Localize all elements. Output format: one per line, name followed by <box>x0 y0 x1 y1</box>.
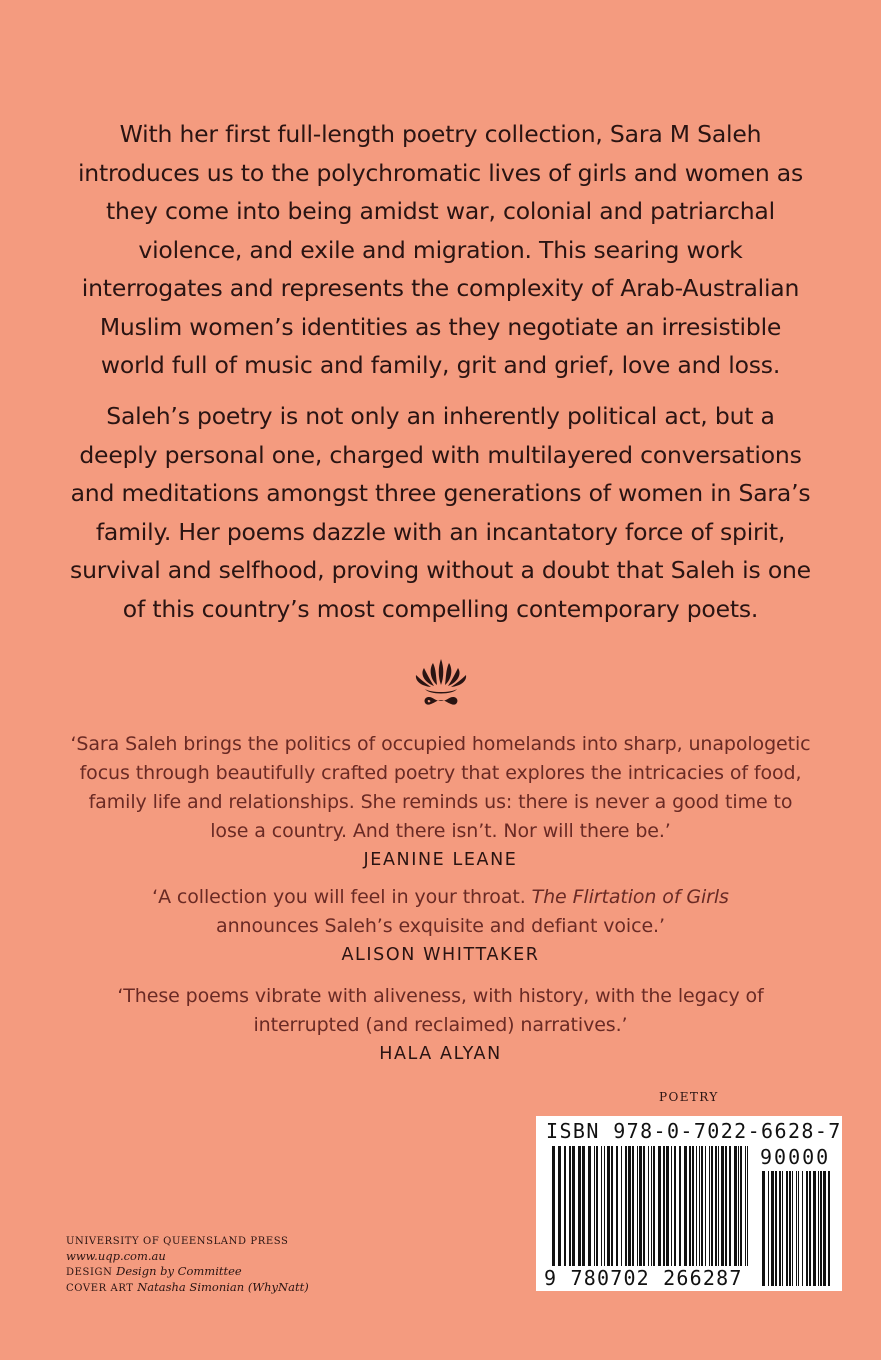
barcode-bar <box>696 1146 697 1286</box>
barcode-bar <box>796 1171 797 1286</box>
addon-barcode-bars <box>762 1171 834 1286</box>
barcode-bar <box>569 1146 571 1286</box>
quote-text: ‘Sara Saleh brings the politics of occupied homelands into sharp, unapologetic focus through beautifully crafted poetry that explores the intricacies of food, family life and relationships. She reminds us: there is never a good time to lose a country. And there isn’t. Nor will there be.’ <box>70 733 811 842</box>
barcode-bar <box>558 1146 561 1286</box>
barcode-bar <box>699 1146 700 1286</box>
barcode-bar <box>637 1146 638 1286</box>
quote-text: ‘These poems vibrate with aliveness, with history, with the legacy of interrupted (and reclaimed) narratives.’ <box>117 985 764 1036</box>
barcode-bar <box>594 1146 595 1286</box>
barcode-bar <box>628 1146 631 1286</box>
barcode-bar <box>604 1146 605 1286</box>
review-quote-1 <box>70 730 811 875</box>
barcode-bar <box>666 1146 669 1286</box>
barcode-bar <box>651 1146 652 1286</box>
cover-art-credit: Natasha Simonian (WhyNatt) <box>137 1279 309 1294</box>
barcode-bar <box>789 1171 791 1286</box>
barcode-block <box>536 1116 842 1291</box>
barcode-bar <box>572 1146 575 1286</box>
barcode-bar <box>679 1146 681 1286</box>
quote-text-after: announces Saleh’s exquisite and defiant voice.’ <box>216 915 665 937</box>
barcode-bar <box>721 1146 724 1286</box>
barcode-bar <box>738 1146 739 1286</box>
barcode-bar <box>828 1171 830 1286</box>
barcode-bar <box>582 1146 585 1286</box>
barcode-bar <box>792 1171 793 1286</box>
barcode-bar <box>601 1146 602 1286</box>
isbn-label: ISBN 978-0-7022-6628-7 <box>546 1119 842 1143</box>
barcode-bar <box>823 1171 826 1286</box>
barcode-bar <box>639 1146 642 1286</box>
barcode-bar <box>611 1146 613 1286</box>
barcode-bar <box>809 1171 811 1286</box>
barcode-bar <box>775 1171 777 1286</box>
barcode-bar <box>782 1171 783 1286</box>
barcode-bar <box>711 1146 713 1286</box>
barcode-bar <box>588 1146 591 1286</box>
design-credit: Design by Committee <box>116 1263 242 1278</box>
quote-author: ALISON WHITTAKER <box>341 945 540 965</box>
floral-fleuron-icon <box>411 655 471 711</box>
quote-author: JEANINE LEANE <box>363 850 518 870</box>
barcode-bar <box>616 1146 618 1286</box>
review-quote-3 <box>70 982 811 1069</box>
barcode-bar <box>725 1146 727 1286</box>
barcode-bar <box>705 1146 706 1286</box>
barcode-bar <box>762 1171 765 1286</box>
cover-art-label: COVER ART <box>66 1282 134 1294</box>
price-code: 90000 <box>760 1145 831 1169</box>
review-quote-2 <box>70 883 811 970</box>
barcode-bar <box>564 1146 566 1286</box>
barcode-bar <box>802 1171 803 1286</box>
barcode-bar <box>745 1146 746 1286</box>
barcode-bar <box>786 1171 788 1286</box>
barcode-bar <box>658 1146 661 1286</box>
barcode-bar <box>674 1146 676 1286</box>
barcode-bar <box>771 1171 774 1286</box>
barcode-bar <box>596 1146 598 1286</box>
barcode-bar <box>663 1146 665 1286</box>
barcode-bar <box>578 1146 581 1286</box>
barcode-bar <box>689 1146 691 1286</box>
barcode-bar <box>709 1146 710 1286</box>
book-title: The Flirtation of Girls <box>531 886 729 908</box>
barcode-bar <box>768 1171 769 1286</box>
barcode-bar <box>747 1146 748 1286</box>
barcode-bar <box>632 1146 634 1286</box>
barcode-bar <box>718 1146 719 1286</box>
ean-digits: 9 780702 266287 <box>544 1266 754 1290</box>
barcode-bar <box>692 1146 694 1286</box>
barcode-bar <box>648 1146 649 1286</box>
publisher-website: www.uqp.com.au <box>66 1249 166 1264</box>
barcode-bar <box>818 1171 819 1286</box>
barcode-bar <box>653 1146 655 1286</box>
barcode-bar <box>740 1146 742 1286</box>
barcode-bar <box>701 1146 703 1286</box>
barcode-bar <box>643 1146 645 1286</box>
barcode-bar <box>813 1171 816 1286</box>
barcode-bar <box>684 1146 687 1286</box>
ean-barcode-bars <box>552 1146 750 1286</box>
design-label: DESIGN <box>66 1266 113 1278</box>
barcode-bar <box>729 1146 731 1286</box>
blurb-paragraph-2: Saleh’s poetry is not only an inherently political act, but a deeply personal one, charged with multilayered conversations and meditations amongst three generations of women in Sara’s family. Her poems dazzle with an incantatory force of spirit, survival and selfhood, proving without a doubt that Saleh is one of this country’s most compelling contemporary poets. <box>70 402 811 623</box>
barcode-bar <box>779 1171 781 1286</box>
barcode-bar <box>552 1146 555 1286</box>
quote-author: HALA ALYAN <box>379 1044 502 1064</box>
barcode-bar <box>671 1146 672 1286</box>
barcode-bar <box>806 1171 808 1286</box>
barcode-bar <box>820 1171 822 1286</box>
barcode-bar <box>715 1146 717 1286</box>
barcode-bar <box>798 1171 799 1286</box>
barcode-bar <box>607 1146 610 1286</box>
barcode-bar <box>621 1146 622 1286</box>
barcode-bar <box>625 1146 627 1286</box>
genre-label: POETRY <box>659 1090 719 1104</box>
publisher-name: UNIVERSITY OF QUEENSLAND PRESS <box>66 1236 289 1247</box>
blurb-paragraph-1: With her first full-length poetry collection, Sara M Saleh introduces us to the polychromatic lives of girls and women as they come into being amidst war, colonial and patriarchal violence, and exile and migration. This searing work interrogates and represents the complexity of Arab-Australian Muslim women’s identities as they negotiate an irresistible world full of music and family, grit and grief, love and loss. <box>77 120 804 379</box>
quote-text-before: ‘A collection you will feel in your throat. <box>152 886 532 908</box>
barcode-bar <box>734 1146 737 1286</box>
colophon <box>66 1235 309 1296</box>
